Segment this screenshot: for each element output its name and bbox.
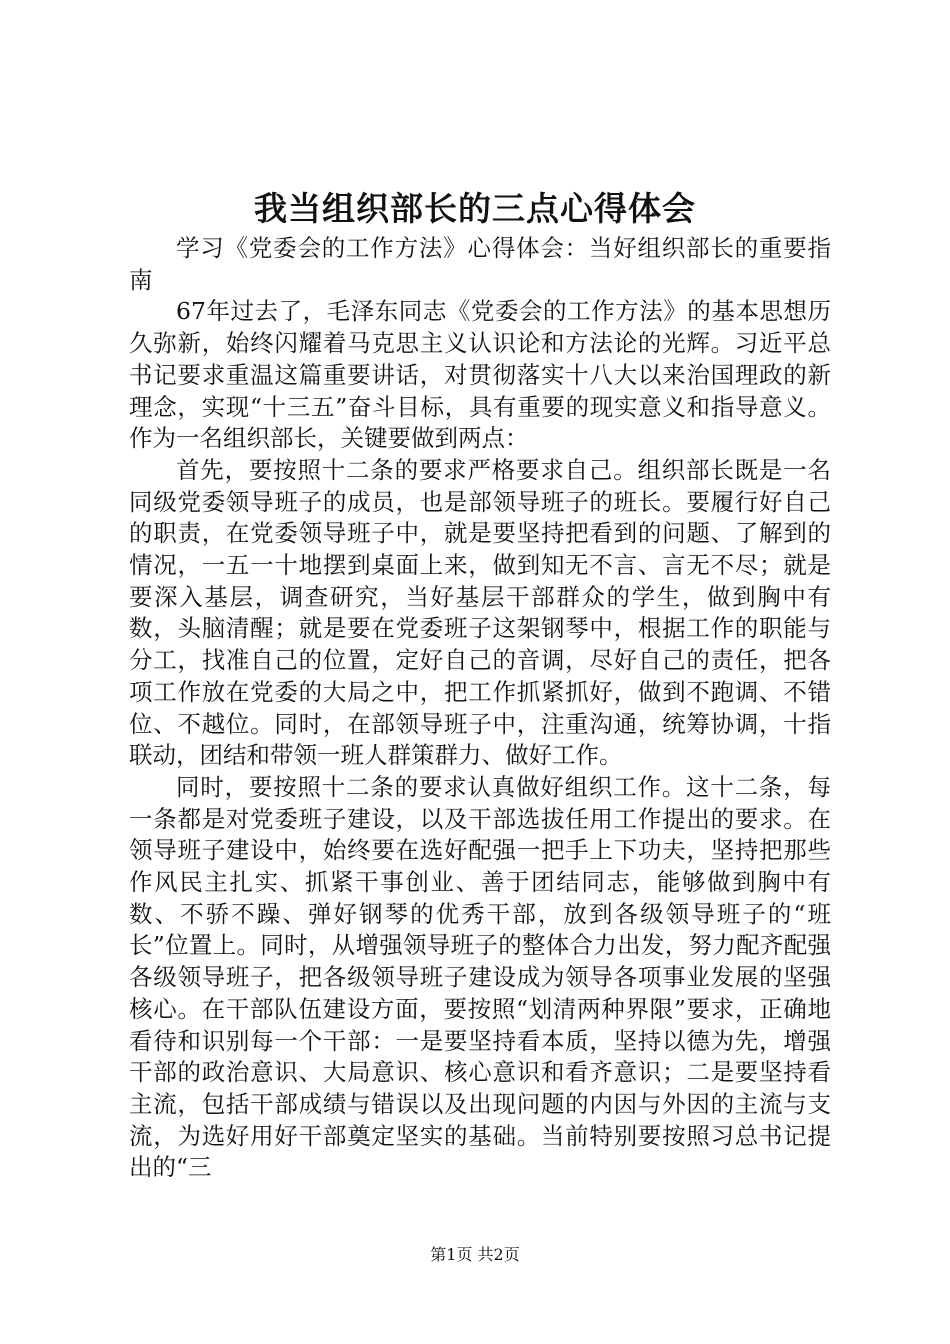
paragraph-subtitle: 学习《党委会的工作方法》心得体会：当好组织部长的重要指南 xyxy=(129,234,831,294)
paragraph-first-point: 首先，要按照十二条的要求严格要求自己。组织部长既是一名同级党委领导班子的成员，也是部领导班子的班长。要履行好自己的职责，在党委领导班子中，就是要坚持把看到的问题、了解到的情况，一五一十地摆到桌面上来，做到知无不言、言无不尽；就是要深入基层，调查研究，当好基层干部群众的学生，做到胸中有数，头脑清醒；就是要在党委班子这架钢琴中，根据工作的职能与分工，找准自己的位置，定好自己的音调，尽好自己的责任，把各项工作放在党委的大局之中，把工作抓紧抓好，做到不跑调、不错位、不越位。同时，在部领导班子中，注重沟通，统筹协调，十指联动，团结和带领一班人群策群力、做好工作。 xyxy=(129,455,831,770)
paragraph-intro: 67年过去了，毛泽东同志《党委会的工作方法》的基本思想历久弥新，始终闪耀着马克思主义认识论和方法论的光辉。习近平总书记要求重温这篇重要讲话，对贯彻落实十八大以来治国理政的新理念，实现“十三五”奋斗目标，具有重要的现实意义和指导意义。作为一名组织部长，关键要做到两点： xyxy=(129,297,831,453)
page-number-footer: 第1页 共2页 xyxy=(430,1245,520,1264)
paragraph-second-point: 同时，要按照十二条的要求认真做好组织工作。这十二条，每一条都是对党委班子建设，以及干部选拔任用工作提出的要求。在领导班子建设中，始终要在选好配强一把手上下功夫，坚持把那些作风民主扎实、抓紧干事创业、善于团结同志，能够做到胸中有数、不骄不躁、弹好钢琴的优秀干部，放到各级领导班子的“班长”位置上。同时，从增强领导班子的整体合力出发，努力配齐配强各级领导班子，把各级领导班子建设成为领导各项事业发展的坚强核心。在干部队伍建设方面，要按照“划清两种界限”要求，正确地看待和识别每一个干部：一是要坚持看本质，坚持以德为先，增强干部的政治意识、大局意识、核心意识和看齐意识；二是要坚持看主流，包括干部成绩与错误以及出现问题的内因与外因的主流与支流，为选好用好干部奠定坚实的基础。当前特别要按照习总书记提出的“三 xyxy=(129,772,831,1182)
document-body xyxy=(129,233,831,1184)
document-title: 我当组织部长的三点心得体会 xyxy=(254,189,696,228)
